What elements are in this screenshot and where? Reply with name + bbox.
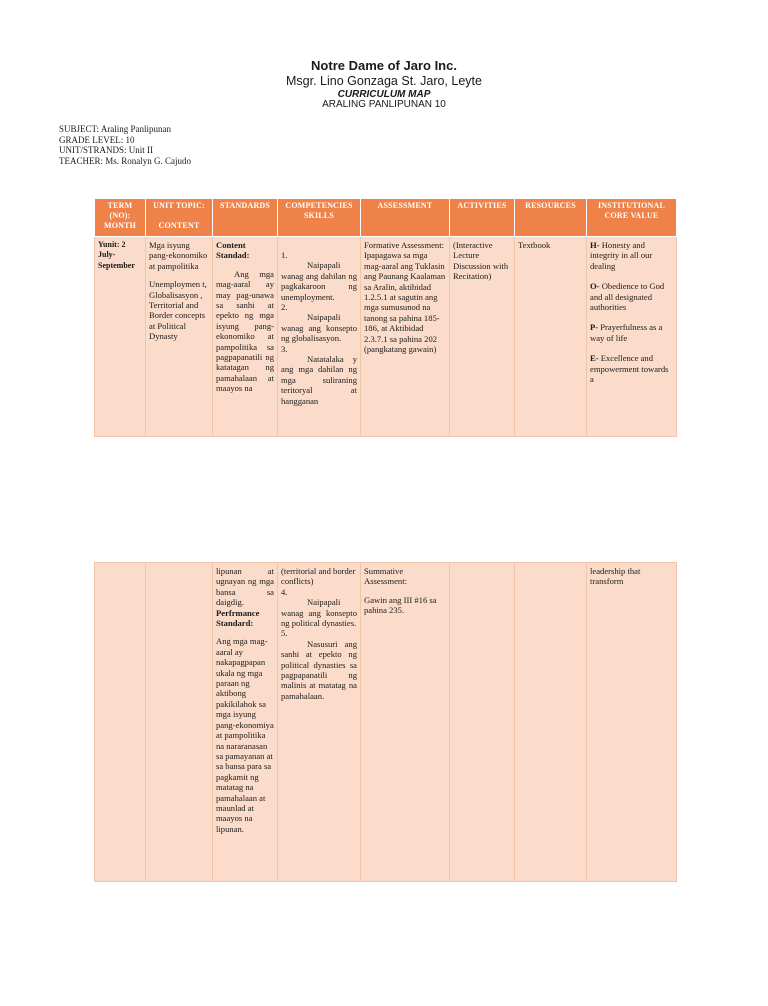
competency-4-number: 4. (281, 586, 288, 597)
cell-topic (146, 563, 213, 882)
competency-5-text: Nasusuri ang sanhi at epekto ng political dynasties sa pagpapanatili ng malinis at matatag na pamahalaan. (281, 638, 357, 701)
cell-activities (450, 563, 515, 882)
col-competencies-line1: COMPETENCIES (285, 201, 353, 210)
col-unit-topic (146, 199, 213, 237)
competency-3-continued: (territorial and border conflicts) (281, 566, 356, 587)
col-standards: STANDARDS (213, 199, 278, 237)
document-type: CURRICULUM MAP (337, 89, 431, 100)
performance-standard-heading: Perfrmance Standard: (216, 607, 260, 629)
competency-1-text: Naipapali wanag ang dahilan ng pagkakaroon ng unemployment. (281, 260, 357, 302)
value-o (590, 281, 673, 312)
competency-1-number: 1. (281, 250, 288, 260)
col-unit-topic-line1: UNIT TOPIC: (153, 201, 205, 210)
cell-competencies (278, 237, 361, 437)
col-term-line3: MONTH (103, 221, 137, 230)
value-p (590, 322, 673, 343)
value-o-text: Obedience to God and all designated authorities (590, 281, 665, 313)
term-month-end: September (98, 260, 135, 270)
content-standard-continued: lipunan at ugnayan ng mga bansa sa daigdig. (216, 566, 274, 608)
meta-subject: SUBJECT: Araling Panlipunan (59, 124, 172, 134)
summative-assessment-text: Gawin ang III #16 sa pahina 235. (364, 594, 437, 616)
performance-standard-text: Ang mga mag-aaral ay nakapagpapan ukala ng mga paraan ng aktibong pakikilahok sa mga isyung pang-ekonomiya at pampolitika na nararanasan sa pamayanan at sa bansa para sa pagkamit ng matatag na pamahalaan at maunlad at maayos na lipunan. (216, 636, 274, 834)
col-competencies-line2: SKILLS (303, 211, 335, 220)
content-standard-heading: Content Standad: (216, 240, 250, 261)
curriculum-table-page1 (94, 198, 677, 437)
cell-term (95, 563, 146, 882)
col-activities: ACTIVITIES (450, 199, 515, 237)
col-resources: RESOURCES (515, 199, 587, 237)
cell-activities: (Interactive Lecture Discussion with Recitation) (450, 237, 515, 437)
col-assessment: ASSESSMENT (361, 199, 450, 237)
cell-standards (213, 563, 278, 882)
col-core-value (587, 199, 677, 237)
cell-assessment: Formative Assessment: Ipapagawa sa mga mag-aaral ang Tuklasin ang Paunang Kaalaman sa Aralin, aktibidad 1.2.5.1 at sagutin ang mga sumusunod na tanong sa pahina 185-186, at Aktibidad 2.3.7.1 sa pahina 202 (pangkatang gawain) (361, 237, 450, 437)
value-h-text: Honesty and integrity in all our dealing (590, 240, 653, 271)
value-e (590, 353, 673, 384)
value-p-text: Prayerfulness as a way of life (590, 322, 663, 343)
content-standard-text: Ang mga mag-aaral ay may pag-unawa sa sanhi at epekto ng mga isyung pang-ekonomiko at pampolitika sa pagpapanatili ng katatagan ng pamahalaan at maayos na (216, 268, 274, 394)
value-e-text: Excellence and empowerment towards a (590, 353, 669, 385)
col-unit-topic-line2: CONTENT (158, 221, 200, 230)
col-term-line1: TERM (107, 201, 133, 210)
cell-competencies (278, 563, 361, 882)
value-h (590, 240, 673, 271)
topic-content: Unemploymen t, Globalisasyon , Territorial and Border concepts at Political Dynasty (149, 279, 207, 342)
competency-2-number: 2. (281, 302, 288, 313)
value-o-letter: O- (590, 281, 600, 292)
col-core-value-line2: CORE VALUE (604, 211, 659, 220)
meta-unit: UNIT/STRANDS: Unit II (59, 145, 153, 155)
table-row (95, 237, 677, 437)
col-term (95, 199, 146, 237)
term-month-start: July- (98, 250, 116, 260)
competency-4-text: Naipapali wanag ang konsepto ng political dynasties. (281, 597, 357, 629)
school-name: Notre Dame of Jaro Inc. (311, 58, 457, 73)
table-header-row (95, 199, 677, 237)
competency-3-text: Natatalaka y ang mga dahilan ng mga suliraning teritoryal at hangganan (281, 354, 357, 406)
cell-resources: Textbook (515, 237, 587, 437)
school-address: Msgr. Lino Gonzaga St. Jaro, Leyte (286, 74, 482, 88)
cell-core-value: leadership that transform (587, 563, 677, 882)
value-e-letter: E- (590, 353, 599, 364)
col-competencies (278, 199, 361, 237)
cell-core-value (587, 237, 677, 437)
competency-2-text: Naipapali wanag ang konsepto ng globalisasyon. (281, 312, 357, 344)
col-term-line2: (NO): (109, 211, 131, 220)
meta-grade: GRADE LEVEL: 10 (59, 134, 135, 145)
summative-assessment-heading: Summative Assessment: (364, 566, 407, 587)
term-unit: Yunit: 2 (98, 240, 126, 249)
cell-topic (146, 237, 213, 437)
topic-title: Mga isyung pang-ekonomiko at pampolitika (149, 240, 208, 271)
competency-5-number: 5. (281, 628, 288, 639)
cell-standards (213, 237, 278, 437)
document-meta (59, 124, 191, 166)
value-h-letter: H- (590, 240, 600, 250)
competency-3-number: 3. (281, 343, 288, 354)
curriculum-table-page2 (94, 562, 677, 882)
table-row (95, 563, 677, 882)
value-p-letter: P- (590, 322, 599, 333)
col-core-value-line1: INSTITUTIONAL (597, 201, 666, 210)
subject-title: ARALING PANLIPUNAN 10 (322, 99, 446, 110)
cell-resources (515, 563, 587, 882)
cell-term (95, 237, 146, 437)
cell-assessment (361, 563, 450, 882)
meta-teacher: TEACHER: Ms. Ronalyn G. Cajudo (59, 155, 191, 166)
